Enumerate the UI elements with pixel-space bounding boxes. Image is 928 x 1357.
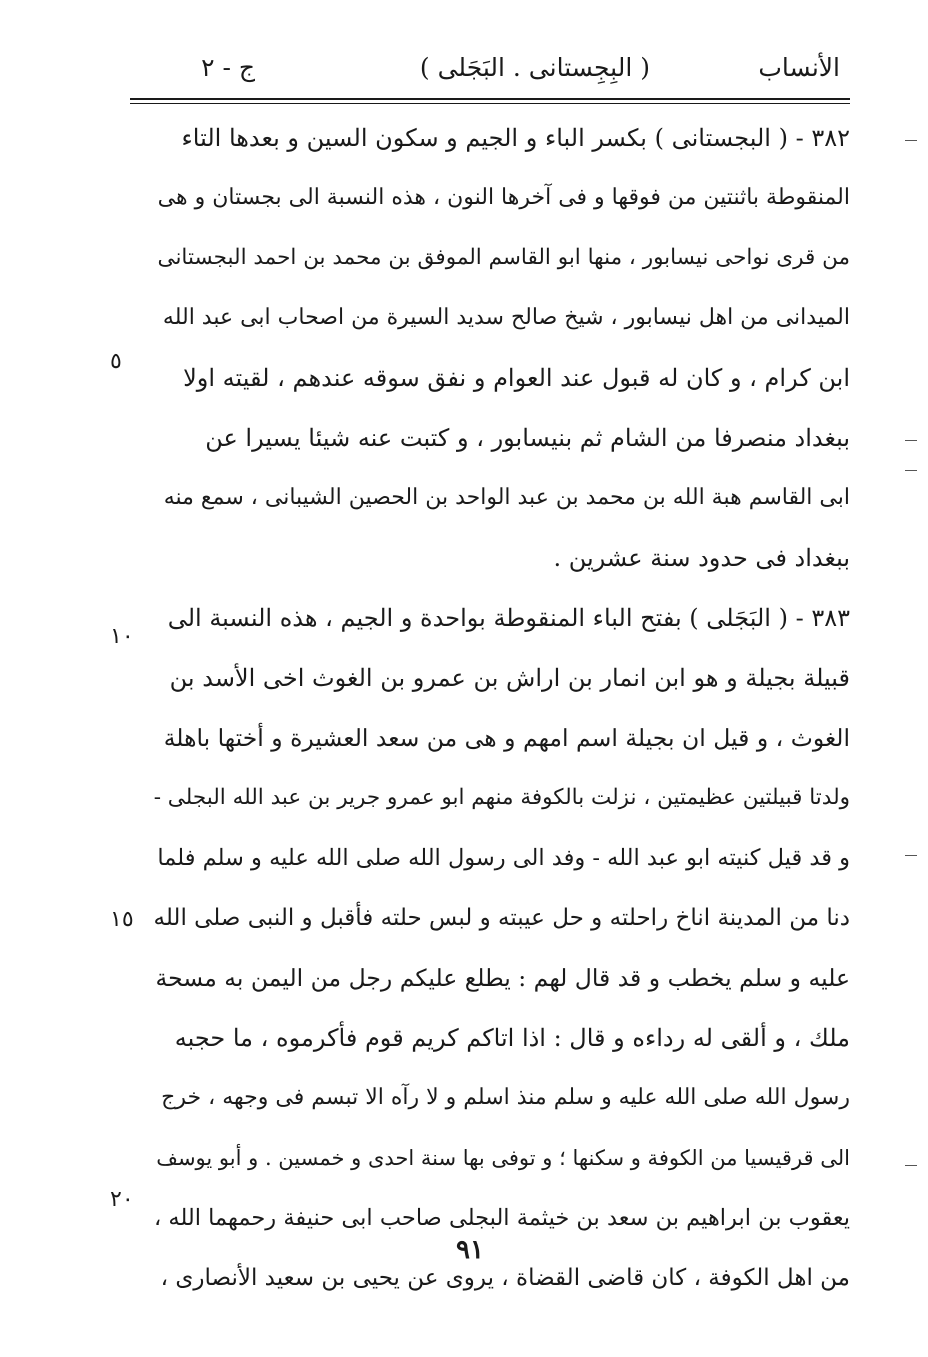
text-line: دنا من المدینة اناخ راحلته و حل عیبته و لبس حلته فأقبل و النبی صلی الله: [153, 905, 850, 931]
line-number: ٥: [110, 349, 122, 374]
text-line: ابی القاسم هبة الله بن محمد بن عبد الواحد بن الحصین الشیبانی ، سمع منه: [163, 485, 850, 510]
text-line: قبیلة بجیلة و هو ابن انمار بن اراش بن عمرو بن الغوث اخی الأسد بن: [169, 664, 850, 692]
header-rule: [130, 98, 850, 100]
header-title: ( البِجِستانی . البَجَلی ): [419, 53, 650, 82]
text-line: من قری نواحی نیسابور ، منها ابو القاسم الموفق بن محمد بن احمد البجستانی: [157, 245, 850, 270]
body-text: [150, 108, 850, 1308]
header-section: الأنساب: [758, 53, 840, 82]
margin-mark: [905, 140, 917, 141]
margin-mark: [905, 470, 917, 471]
margin-mark: [905, 855, 917, 856]
page-number: ٩١: [456, 1235, 484, 1265]
text-line: و قد قیل کنیته ابو عبد الله - وفد الی رسول الله صلی الله علیه و سلم فلما: [157, 845, 850, 871]
text-line: علیه و سلم یخطب و قد قال لهم : یطلع علیکم رجل من الیمن به مسحة: [155, 964, 850, 992]
margin-mark: [905, 1165, 917, 1166]
line-number: ٢٠: [110, 1187, 134, 1212]
text-line: المیدانی من اهل نیسابور ، شیخ صالح سدید السیرة من اصحاب ابی عبد الله: [162, 305, 850, 330]
text-line: ببغداد منصرفا من الشام ثم بنیسابور ، و کتبت عنه شیئا یسیرا عن: [205, 424, 850, 452]
text-line: ابن کرام ، و کان له قبول عند العوام و نفق سوقه عندهم ، لقیته اولا: [183, 364, 850, 392]
line-number: ١٠: [110, 624, 134, 649]
text-line: یعقوب بن ابراهیم بن سعد بن خیثمة البجلی صاحب ابی حنیفة رحمهما الله ،: [153, 1205, 850, 1231]
running-header: [140, 48, 860, 88]
header-volume: ج - ٢: [201, 53, 255, 82]
header-rule-thin: [130, 103, 850, 104]
text-line: ولدتا قبیلتین عظیمتین ، نزلت بالکوفة منهم ابو عمرو جریر بن عبد الله البجلی -: [153, 785, 850, 810]
text-line: ٣٨٣ - ( البَجَلی ) بفتح الباء المنقوطة بواحدة و الجیم ، هذه النسبة الی: [167, 604, 850, 632]
line-number: ١٥: [110, 907, 134, 932]
text-line: من اهل الکوفة ، کان قاضی القضاة ، یروی عن یحیی بن سعید الأنصاری ،: [160, 1265, 850, 1291]
margin-mark: [905, 440, 917, 441]
text-line: ببغداد فی حدود سنة عشرین .: [553, 544, 850, 572]
text-line: المنقوطة باثنتین من فوقها و فی آخرها النون ، هذه النسبة الی بجستان و هی: [157, 185, 850, 210]
text-line: الی قرقیسیا من الکوفة و سکنها ؛ و توفی بها سنة احدی و خمسین . و أبو یوسف: [156, 1146, 850, 1170]
text-line: ٣٨٢ - ( البجستانی ) بکسر الباء و الجیم و سکون السین و بعدها التاء: [181, 124, 850, 152]
text-line: الغوث ، و قیل ان بجیلة اسم امهم و هی من سعد العشیرة و أختها باهلة: [163, 724, 850, 752]
text-line: رسول الله صلی الله علیه و سلم منذ اسلم و لا رآه الا تبسم فی وجهه ، خرج: [161, 1085, 850, 1110]
text-line: ملك ، و ألقی له رداءه و قال : اذا اتاکم کریم قوم فأکرموه ، ما حجبه: [174, 1024, 850, 1052]
